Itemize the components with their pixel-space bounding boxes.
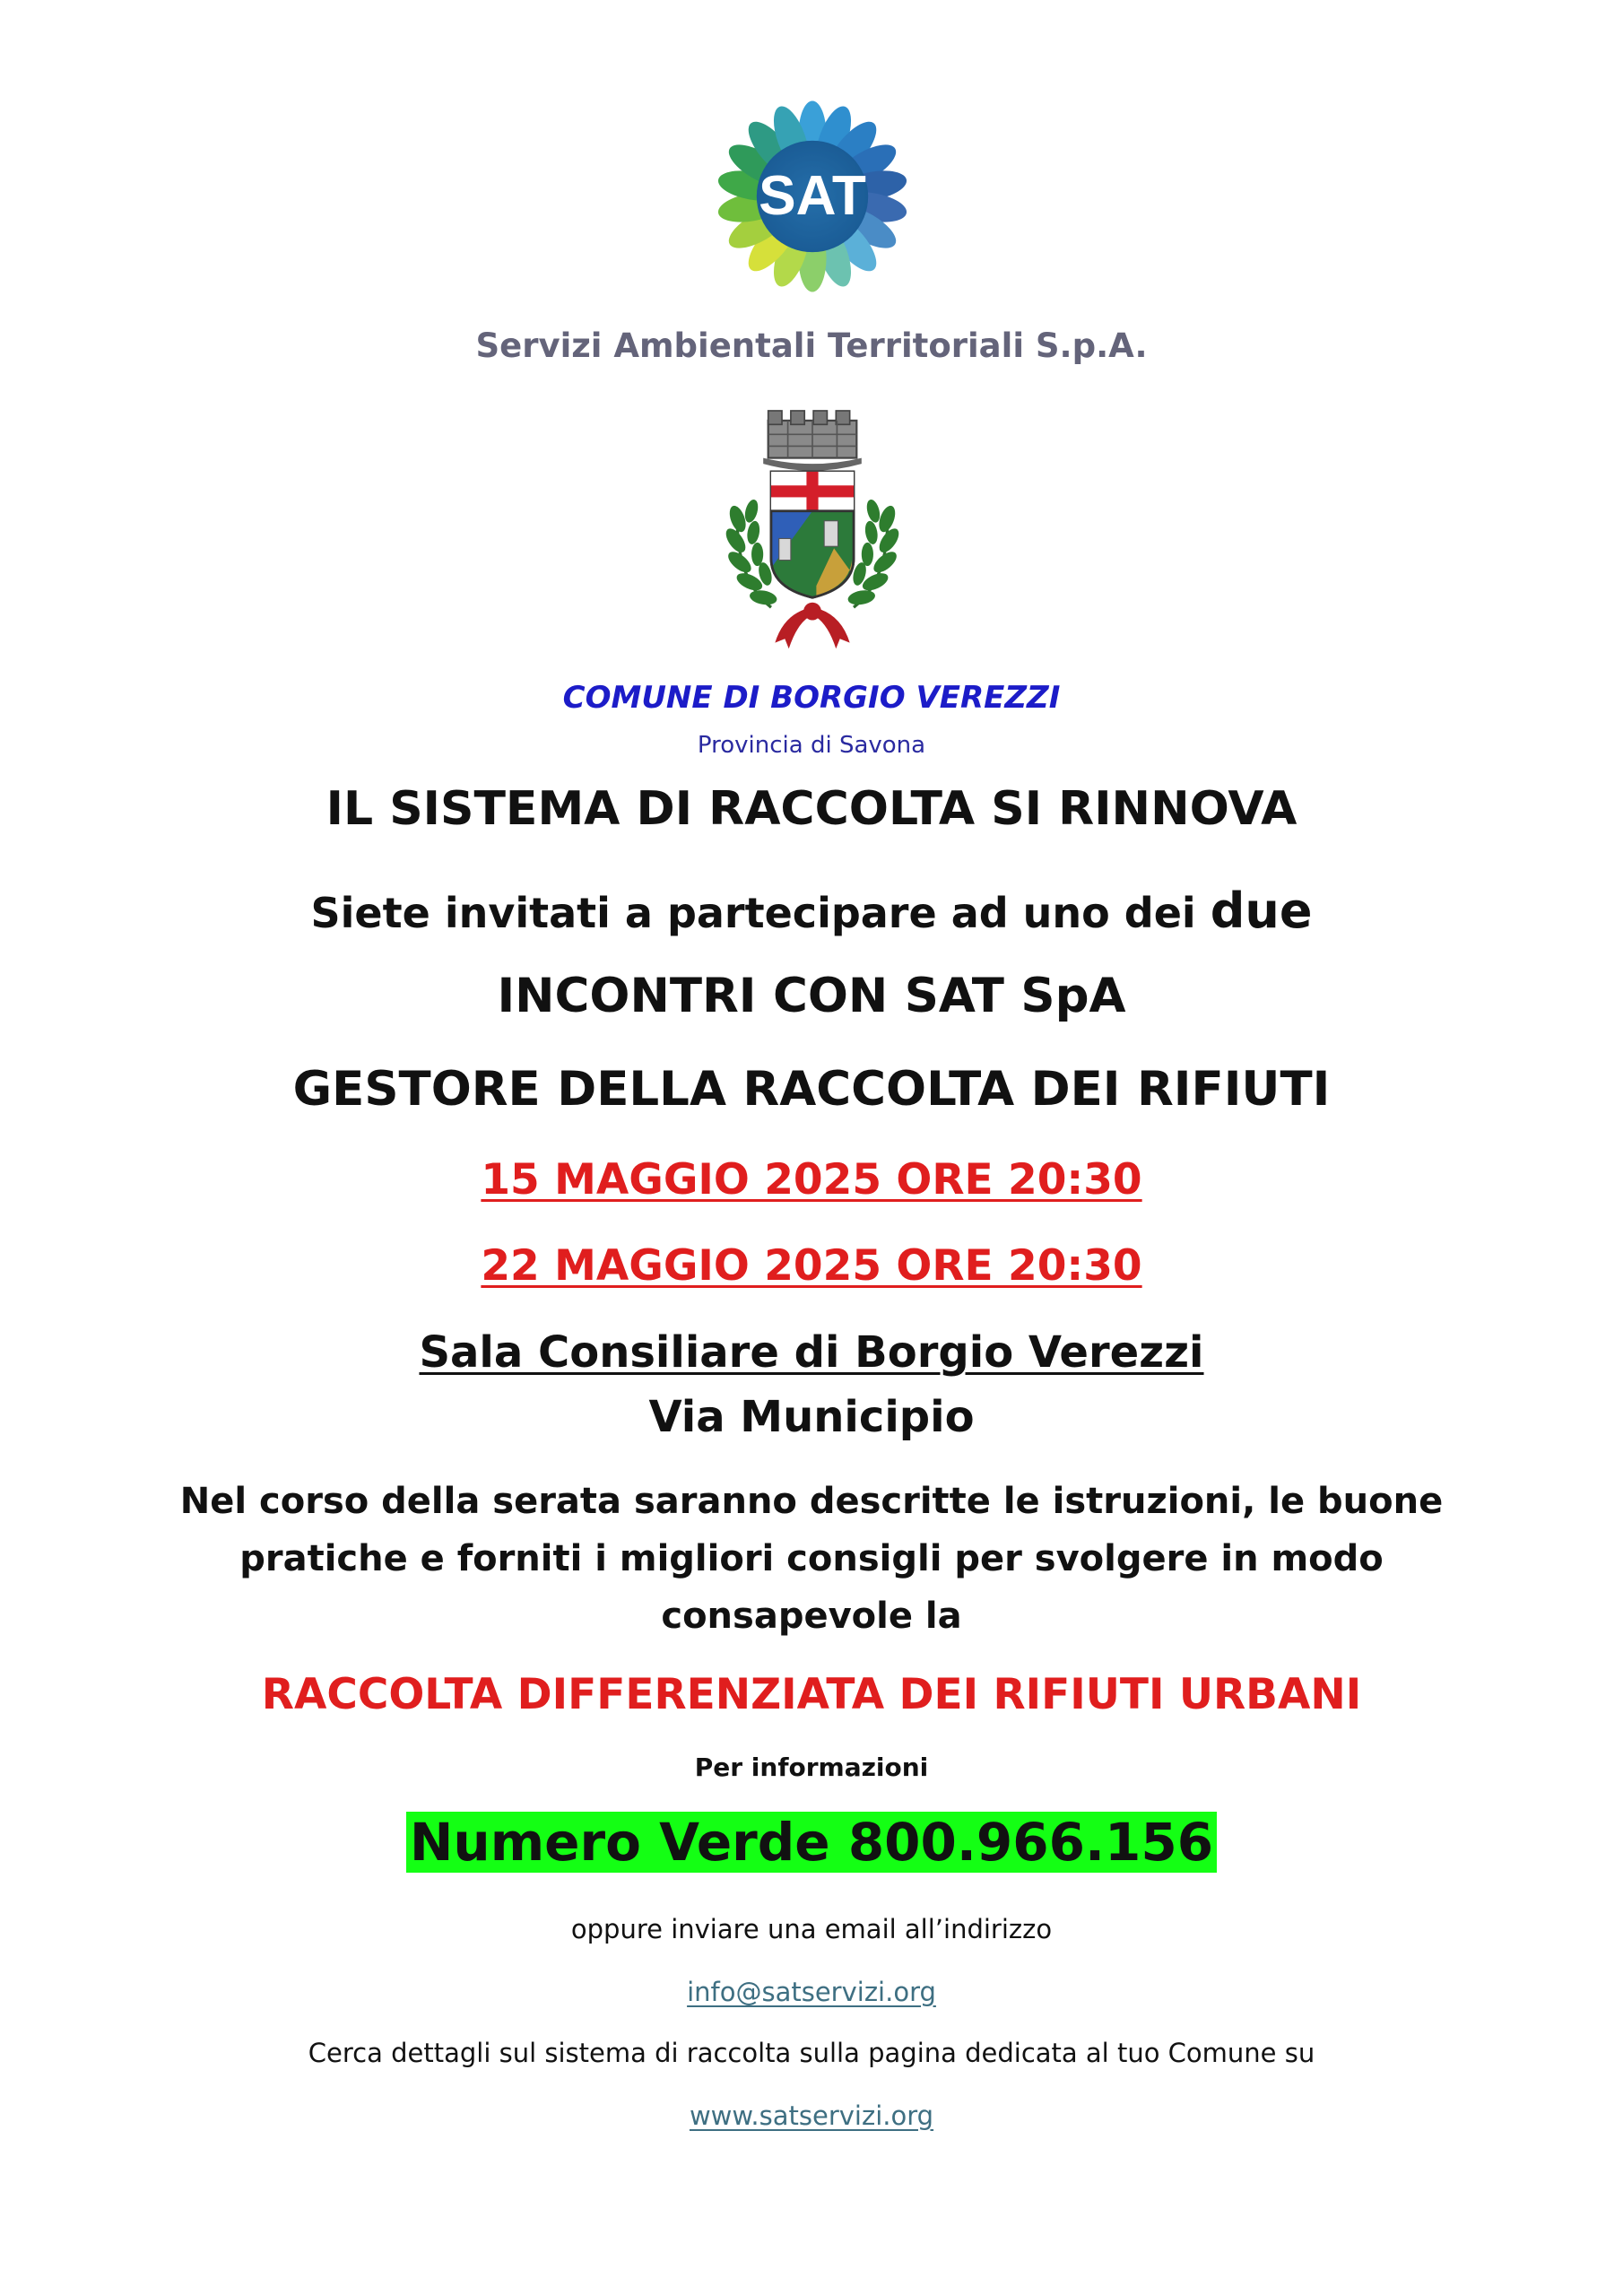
venue-address: Via Municipio — [648, 1392, 975, 1442]
coat-of-arms-icon — [713, 401, 912, 657]
meeting-date-1 — [0, 1155, 1623, 1205]
info-label: Per informazioni — [694, 1752, 929, 1782]
meeting-date-1-text: 15 MAGGIO 2025 ORE 20:30 — [481, 1155, 1142, 1205]
sat-logo-text: SAT — [759, 164, 866, 227]
province-name: Provincia di Savona — [697, 732, 926, 759]
meeting-date-2 — [0, 1241, 1623, 1291]
company-name: Servizi Ambientali Territoriali S.p.A. — [475, 326, 1148, 365]
headline: IL SISTEMA DI RACCOLTA SI RINNOVA — [325, 782, 1298, 836]
venue-name — [0, 1327, 1623, 1378]
manager-title: GESTORE DELLA RACCOLTA DEI RIFIUTI — [292, 1062, 1331, 1117]
email-intro: oppure inviare una email all’indirizzo — [570, 1914, 1053, 1944]
meeting-date-2-text: 22 MAGGIO 2025 ORE 20:30 — [481, 1241, 1142, 1291]
collection-title: RACCOLTA DIFFERENZIATA DEI RIFIUTI URBANI — [261, 1670, 1362, 1719]
invitation-line — [0, 883, 1623, 939]
venue-name-text: Sala Consiliare di Borgio Verezzi — [419, 1327, 1204, 1378]
meetings-title: INCONTRI CON SAT SpA — [497, 969, 1126, 1023]
website-link[interactable]: www.satservizi.org — [689, 2100, 934, 2131]
invitation-emphasis: due — [1210, 883, 1313, 939]
green-number-text[interactable]: Numero Verde 800.966.156 — [406, 1812, 1217, 1873]
municipality-name: COMUNE DI BORGIO VEREZZI — [562, 680, 1061, 716]
email-link[interactable]: info@satservizi.org — [687, 1977, 936, 2007]
invitation-prefix: Siete invitati a partecipare ad uno dei — [310, 889, 1196, 937]
event-description: Nel corso della serata saranno descritte le istruzioni, le buone pratiche e forniti i migliori consigli per svolgere in modo consapevole la — [179, 1481, 1444, 1637]
green-number — [0, 1812, 1623, 1873]
sat-logo-icon — [713, 97, 912, 296]
details-text: Cerca dettagli sul sistema di raccolta sulla pagina dedicata al tuo Comune su — [308, 2038, 1315, 2068]
